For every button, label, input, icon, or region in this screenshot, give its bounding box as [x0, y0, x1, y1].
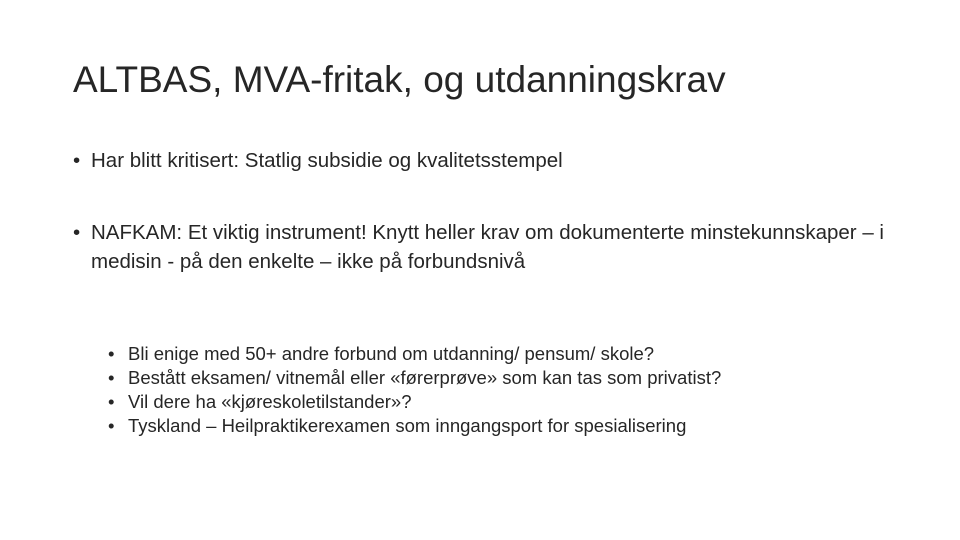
sub-bullet-item — [108, 366, 868, 390]
bullet-item — [73, 218, 893, 276]
sub-bullet-list — [108, 342, 868, 438]
sub-bullet-text: Tyskland – Heilpraktikerexamen som inngangsport for spesialisering — [128, 415, 687, 436]
bullet-marker: • — [73, 149, 81, 172]
sub-bullet-item — [108, 414, 868, 438]
bullet-marker: • — [73, 221, 81, 244]
sub-bullet-item — [108, 390, 868, 414]
sub-bullet-item — [108, 342, 868, 366]
bullet-list — [73, 146, 893, 276]
bullet-text: NAFKAM: Et viktig instrument! Knytt heller krav om dokumenterte minstekunnskaper – i medisin - på den enkelte – ikke på forbundsnivå — [91, 221, 884, 273]
bullet-marker: • — [108, 343, 115, 364]
bullet-marker: • — [108, 391, 115, 412]
bullet-marker: • — [108, 415, 115, 436]
sub-bullet-text: Vil dere ha «kjøreskoletilstander»? — [128, 391, 412, 412]
bullet-item — [73, 146, 893, 175]
slide-title: ALTBAS, MVA-fritak, og utdanningskrav — [73, 59, 726, 100]
sub-bullet-text: Bli enige med 50+ andre forbund om utdanning/ pensum/ skole? — [128, 343, 655, 364]
bullet-text: Har blitt kritisert: Statlig subsidie og kvalitetsstempel — [91, 149, 563, 172]
sub-bullet-text: Bestått eksamen/ vitnemål eller «førerprøve» som kan tas som privatist? — [128, 367, 722, 388]
bullet-marker: • — [108, 367, 115, 388]
